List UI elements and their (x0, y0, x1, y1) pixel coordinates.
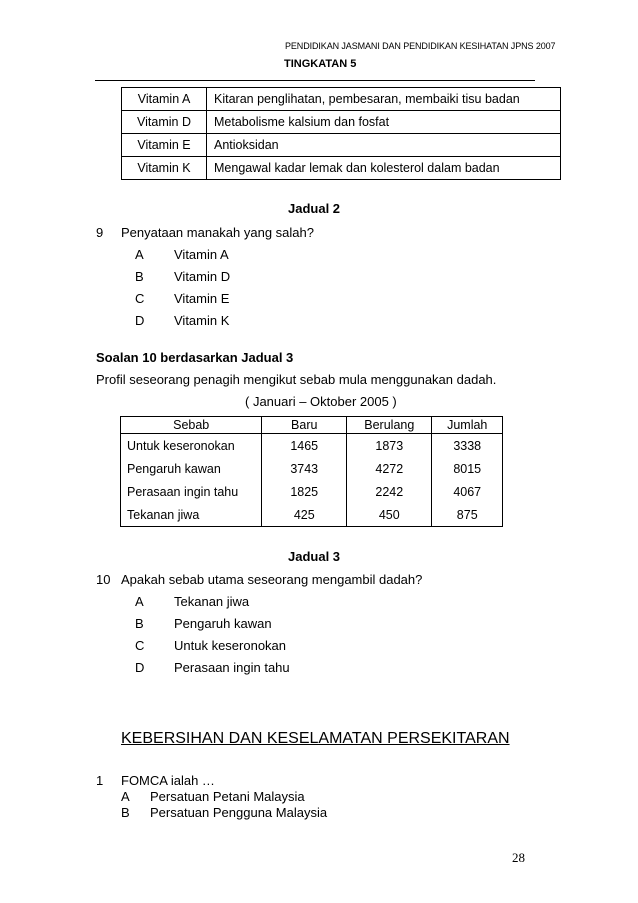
q10-option-letter: A (135, 594, 144, 609)
stimulus-period: ( Januari – Oktober 2005 ) (245, 394, 397, 409)
q10-option-letter: B (135, 616, 144, 631)
value-cell: 2242 (347, 480, 432, 503)
q1-option-text: Persatuan Pengguna Malaysia (150, 805, 328, 820)
value-cell: 1873 (347, 434, 432, 458)
column-header: Jumlah (432, 417, 503, 434)
value-cell: 875 (432, 503, 503, 527)
q1-text: FOMCA ialah … (121, 773, 215, 788)
running-header: PENDIDIKAN JASMANI DAN PENDIDIKAN KESIHATAN JPNS 2007 (285, 41, 556, 51)
q9-option-text: Vitamin K (174, 313, 230, 328)
value-cell: 3743 (262, 457, 347, 480)
section-title: KEBERSIHAN DAN KESELAMATAN PERSEKITARAN (121, 730, 510, 747)
q1-number: 1 (96, 773, 104, 788)
value-cell: 8015 (432, 457, 503, 480)
q9-option-letter: D (135, 313, 145, 328)
q9-option-letter: A (135, 247, 144, 262)
q10-option-text: Pengaruh kawan (174, 616, 272, 631)
function-cell: Antioksidan (207, 134, 561, 157)
q9-text: Penyataan manakah yang salah? (121, 225, 314, 240)
table-row (121, 434, 503, 458)
q9-number: 9 (96, 225, 104, 240)
q10-option-text: Tekanan jiwa (174, 594, 250, 609)
column-header: Sebab (121, 417, 262, 434)
q10-option-letter: C (135, 638, 145, 653)
table-3-caption: Jadual 3 (288, 549, 341, 564)
vitamin-cell: Vitamin D (122, 111, 207, 134)
q10-number: 10 (96, 572, 111, 587)
stimulus-description: Profil seseorang penagih mengikut sebab mula menggunakan dadah. (96, 372, 497, 387)
table-row (122, 111, 561, 134)
value-cell: 3338 (432, 434, 503, 458)
function-cell: Mengawal kadar lemak dan kolesterol dalam badan (207, 157, 561, 180)
column-header: Baru (262, 417, 347, 434)
page-number: 28 (512, 850, 525, 865)
q1-option-text: Persatuan Petani Malaysia (150, 789, 305, 804)
table-row (122, 157, 561, 180)
q1-option-letter: B (121, 805, 130, 820)
reason-cell: Untuk keseronokan (121, 434, 262, 458)
q10-option-letter: D (135, 660, 145, 675)
function-cell: Metabolisme kalsium dan fosfat (207, 111, 561, 134)
table-row (121, 503, 503, 527)
header-rule (95, 80, 535, 81)
q9-option-letter: B (135, 269, 144, 284)
form-level-heading: TINGKATAN 5 (284, 58, 357, 70)
reason-cell: Perasaan ingin tahu (121, 480, 262, 503)
q10-option-text: Untuk keseronokan (174, 638, 287, 653)
q9-option-text: Vitamin E (174, 291, 230, 306)
q1-option-letter: A (121, 789, 130, 804)
reason-cell: Pengaruh kawan (121, 457, 262, 480)
q10-stimulus-heading: Soalan 10 berdasarkan Jadual 3 (96, 350, 294, 365)
value-cell: 4272 (347, 457, 432, 480)
value-cell: 450 (347, 503, 432, 527)
function-cell: Kitaran penglihatan, pembesaran, membaiki tisu badan (207, 88, 561, 111)
q9-option-text: Vitamin D (174, 269, 231, 284)
table-header-row (121, 417, 503, 434)
column-header: Berulang (347, 417, 432, 434)
q10-option-text: Perasaan ingin tahu (174, 660, 290, 675)
table-row (121, 480, 503, 503)
table-row (122, 88, 561, 111)
table-3 (120, 416, 503, 527)
value-cell: 1825 (262, 480, 347, 503)
table-row (122, 134, 561, 157)
vitamin-cell: Vitamin K (122, 157, 207, 180)
table-row (121, 457, 503, 480)
vitamin-cell: Vitamin E (122, 134, 207, 157)
value-cell: 4067 (432, 480, 503, 503)
value-cell: 1465 (262, 434, 347, 458)
q9-option-text: Vitamin A (174, 247, 229, 262)
table-2 (121, 87, 561, 180)
q9-option-letter: C (135, 291, 145, 306)
reason-cell: Tekanan jiwa (121, 503, 262, 527)
value-cell: 425 (262, 503, 347, 527)
q10-text: Apakah sebab utama seseorang mengambil dadah? (121, 572, 423, 587)
table-2-caption: Jadual 2 (288, 201, 341, 216)
vitamin-cell: Vitamin A (122, 88, 207, 111)
